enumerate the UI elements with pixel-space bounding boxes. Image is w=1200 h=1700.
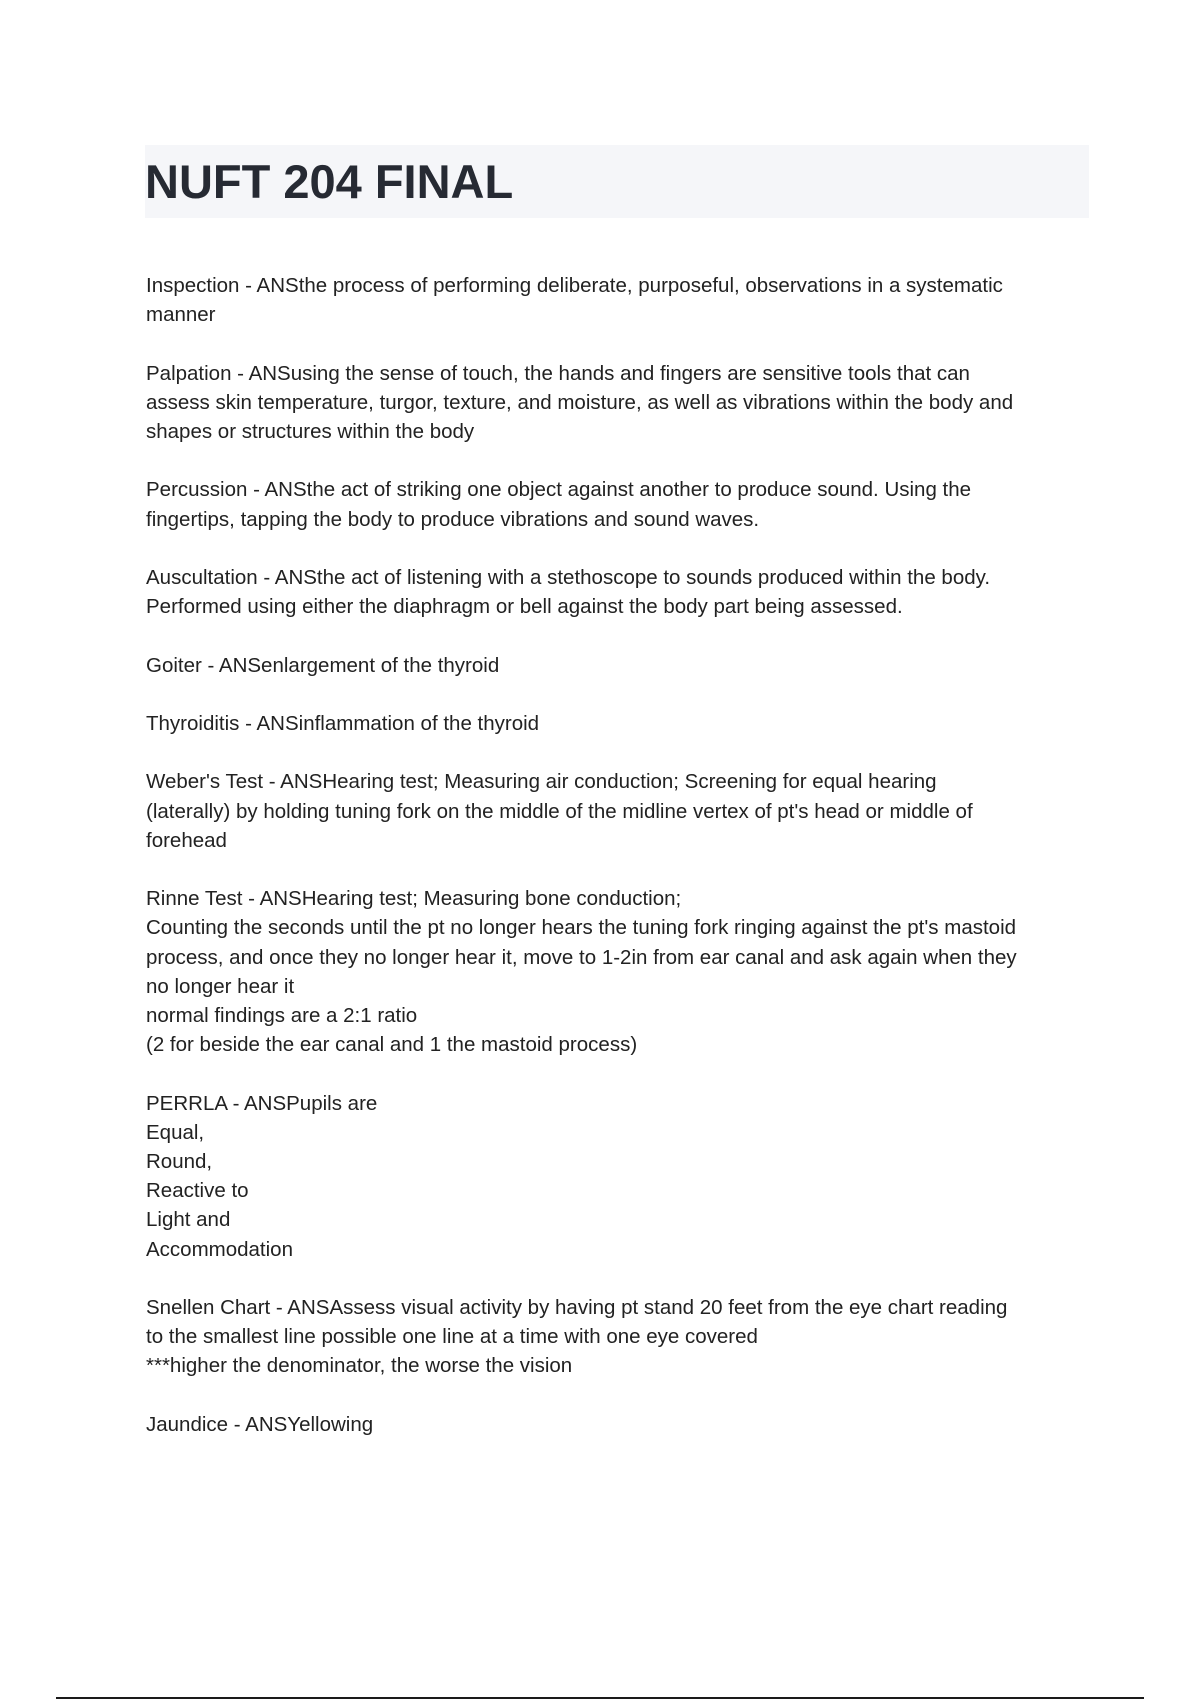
entry-text-line: assess skin temperature, turgor, texture, and moisture, as well as vibrations within the body and xyxy=(146,390,1014,414)
flashcard-list xyxy=(146,271,1096,1468)
entry-text-line: Round, xyxy=(146,1149,213,1173)
entry-text-line: Goiter - ANSenlargement of the thyroid xyxy=(146,653,500,677)
flashcard-entry xyxy=(146,1089,1096,1264)
flashcard-entry xyxy=(146,709,1096,738)
entry-text-line: Rinne Test - ANSHearing test; Measuring bone conduction; xyxy=(146,887,682,911)
entry-text-line: ***higher the denominator, the worse the vision xyxy=(146,1354,573,1378)
flashcard-entry xyxy=(146,651,1096,680)
flashcard-entry xyxy=(146,475,1096,533)
entry-text-line: Palpation - ANSusing the sense of touch, the hands and fingers are sensitive tools that can xyxy=(146,361,970,385)
flashcard-entry xyxy=(146,563,1096,621)
entry-text-line: Accommodation xyxy=(146,1237,293,1261)
flashcard-entry xyxy=(146,1410,1096,1439)
entry-text-line: PERRLA - ANSPupils are xyxy=(146,1091,378,1115)
entry-text-line: shapes or structures within the body xyxy=(146,420,475,443)
entry-text-line: Snellen Chart - ANSAssess visual activity by having pt stand 20 feet from the eye chart reading xyxy=(146,1295,1008,1319)
entry-text-line: (2 for beside the ear canal and 1 the mastoid process) xyxy=(146,1033,638,1057)
entry-text-line: Counting the seconds until the pt no longer hears the tuning fork ringing against the pt's mastoid xyxy=(146,916,1017,940)
entry-text-line: Percussion - ANSthe act of striking one object against another to produce sound. Using the xyxy=(146,478,972,502)
document-title: NUFT 204 FINAL xyxy=(145,155,514,208)
entry-text-line: Auscultation - ANSthe act of listening with a stethoscope to sounds produced within the body. xyxy=(146,565,991,589)
entry-text-line: Jaundice - ANSYellowing xyxy=(146,1412,374,1436)
footer-divider xyxy=(56,1697,1144,1699)
flashcard-entry xyxy=(146,884,1096,1059)
flashcard-entry xyxy=(146,271,1096,329)
entry-text-line: no longer hear it xyxy=(146,974,295,998)
flashcard-entry xyxy=(146,359,1096,447)
entry-text-line: (laterally) by holding tuning fork on the middle of the midline vertex of pt's head or middle of xyxy=(146,799,973,823)
title-band xyxy=(145,145,1089,218)
entry-text-line: to the smallest line possible one line at a time with one eye covered xyxy=(146,1325,758,1349)
entry-text-line: Inspection - ANSthe process of performing deliberate, purposeful, observations in a systematic xyxy=(146,274,1003,297)
entry-text-line: forehead xyxy=(146,828,227,852)
entry-text-line: Equal, xyxy=(146,1120,205,1144)
entry-text-line: Light and xyxy=(146,1208,231,1232)
entry-text-line: manner xyxy=(146,303,216,327)
entry-text-line: fingertips, tapping the body to produce vibrations and sound waves. xyxy=(146,507,760,531)
entry-text-line: Thyroiditis - ANSinflammation of the thyroid xyxy=(146,711,540,735)
entry-text-line: process, and once they no longer hear it, move to 1-2in from ear canal and ask again when they xyxy=(146,945,1017,969)
flashcard-entry xyxy=(146,767,1096,855)
flashcard-entry xyxy=(146,1293,1096,1381)
entry-text-line: Performed using either the diaphragm or bell against the body part being assessed. xyxy=(146,595,903,619)
entry-text-line: normal findings are a 2:1 ratio xyxy=(146,1003,418,1027)
entry-text-line: Weber's Test - ANSHearing test; Measuring air conduction; Screening for equal hearing xyxy=(146,770,937,794)
entry-text-line: Reactive to xyxy=(146,1179,249,1203)
